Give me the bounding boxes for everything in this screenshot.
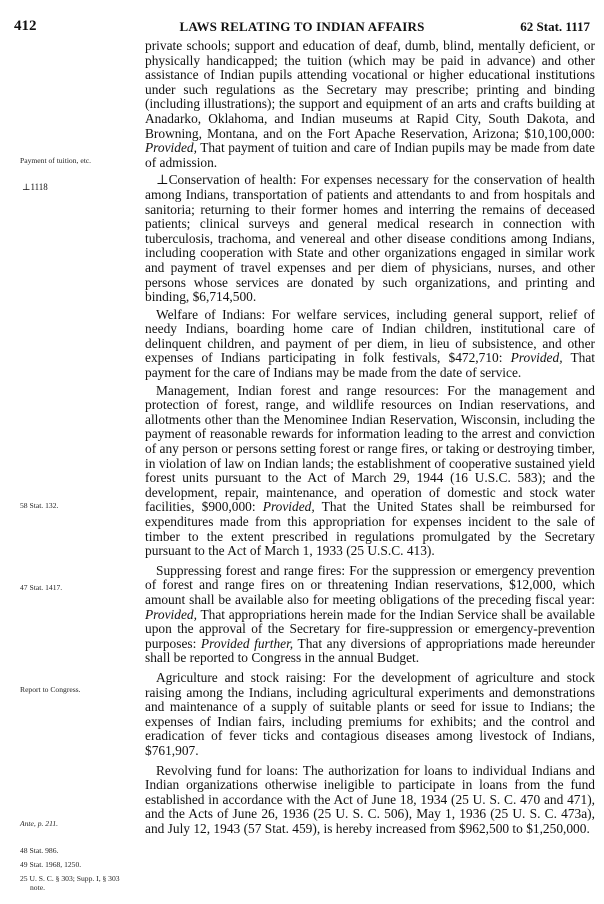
margin-note-49-stat: 49 Stat. 1968, 1250. — [20, 860, 82, 869]
margin-note-47-stat: 47 Stat. 1417. — [20, 583, 63, 592]
running-title: LAWS RELATING TO INDIAN AFFAIRS — [179, 19, 425, 34]
page-number: 412 — [14, 18, 37, 34]
margin-note-payment-tuition: Payment of tuition, etc. — [20, 156, 92, 165]
paragraph-schools: private schools; support and education of deaf, dumb, blind, mentally deficient, or physically handicapped; the tuition (which may be paid in advance) and other assistance of Indian pupils attending vocational or higher educational institutions under such regulations as the Secretary may prescribe; printing and binding (including illustrations); the support and equipment of an arts and crafts building at Anadarko, Oklahoma, and Indian museums at Rapid City, South Dakota, and Browning, Montana, and on the Fort Apache Reservation, Arizona; $10,100,000: Provided, That payment of tuition and care of Indian pupils may be made from date of admission. — [145, 38, 595, 170]
paragraph-agriculture: Agriculture and stock raising: For the development of agriculture and stock raising among the Indians, including agricultural experiments and demonstrations and maintenance of a supply of suitable plants or seed for issue to Indians; the expenses of Indian fairs, including premiums for exhibits; and the control and eradication of fever ticks and contagious diseases among livestock of Indians, $761,907. — [145, 669, 595, 758]
paragraph-revolving-fund: Revolving fund for loans: The authorization for loans to individual Indians and Indian organizations otherwise ineligible to participate in loans from the fund established in accordance with the Act of June 18, 1934 (25 U. S. C. 470 and 471), and the Acts of June 26, 1936 (25 U. S. C. 506), May 1, 1936 (25 U. S. C. 473a), and July 12, 1943 (57 Stat. 459), is hereby increased from $962,500 to $1,250,000. — [145, 762, 595, 836]
margin-note-ante: Ante, p. 211. — [20, 819, 59, 828]
body-text — [145, 39, 595, 839]
statute-reference: 62 Stat. 1117 — [520, 19, 590, 34]
page-break-marker: ⊥1118 — [22, 182, 48, 192]
margin-note-48-stat: 48 Stat. 986. — [20, 846, 59, 855]
paragraph-conservation-of-health: ⊥Conservation of health: For expenses necessary for the conservation of health among Indians, transportation of patients and attendants to and from hospitals and sanitoria; returning to their former homes and interring the remains of deceased patients; clinical surveys and general medical research in connection with tuberculosis, trachoma, and venereal and other disease conditions among Indians, including cooperation with State and other organizations engaged in similar work and payment of travel expenses and per diem of physicians, nurses, and other persons whose services are donated by such organizations, and printing and binding, $6,714,500. — [145, 172, 595, 305]
paragraph-forest-management: Management, Indian forest and range resources: For the management and protection of forest, range, and wildlife resources on Indian reservations, and allotments other than the Menominee Indian Reservation, Wisconsin, including the payment of reasonable rewards for information leading to the arrest and conviction of any person or persons setting forest or range fires, or taking or destroying timber, in violation of law on Indian lands; the establishment of cooperative sustained yield forest units pursuant to the Act of March 29, 1944 (16 U.S.C. 583); and the development, repair, maintenance, and operation of domestic and stock water facilities, $900,000: Provided, That the United States shall be reimbursed for expenditures made from this appropriation for expenses incident to the sale of timber to the extent prescribed in regulations promulgated by the Secretary pursuant to the Act of March 1, 1933 (25 U.S.C. 413). — [145, 382, 596, 559]
paragraph-fire-suppression: Suppressing forest and range fires: For the suppression or emergency prevention of forest and range fires on or threatening Indian reservations, $12,000, which amount shall be available also for meeting obligations of the preceding fiscal year: Provided, That appropriations herein made for the Indian Service shall be available upon the approval of the Secretary for fire-suppression or emergency-prevention purposes: Provided further, That any diversions of appropriations made hereunder shall be reported to Congress in the annual Budget. — [145, 562, 595, 666]
margin-note-25-usc: 25 U. S. C. § 303; Supp. I, § 303 note. — [20, 874, 120, 892]
page-header — [14, 18, 590, 38]
margin-note-report-congress: Report to Congress. — [20, 685, 81, 694]
margin-note-58-stat: 58 Stat. 132. — [20, 501, 59, 510]
paragraph-welfare-of-indians: Welfare of Indians: For welfare services, including general support, relief of needy Indians, boarding home care of Indian children, institutional care of delinquent children, and payment of per diem, in lieu of subsistence, and other expenses of Indians participating in folk festivals, $472,710: Provided, That payment for the care of Indians may be made from the date of service. — [145, 306, 595, 381]
